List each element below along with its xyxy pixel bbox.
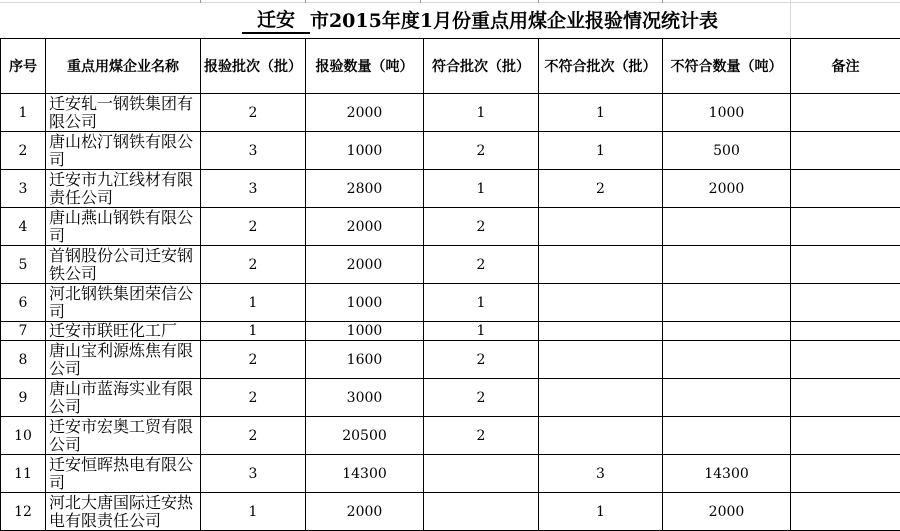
table-row bbox=[1, 322, 900, 341]
cell-fail-qty[interactable] bbox=[663, 341, 791, 379]
cell-inspect-batches[interactable]: 2 bbox=[201, 94, 306, 132]
cell-company-name[interactable]: 唐山市蓝海实业有限公司 bbox=[46, 379, 201, 417]
cell-pass-batches[interactable] bbox=[424, 455, 539, 493]
cell-fail-batches[interactable]: 3 bbox=[539, 455, 663, 493]
cell-inspect-batches[interactable]: 1 bbox=[201, 284, 306, 322]
cell-inspect-batches[interactable]: 1 bbox=[201, 322, 306, 341]
cell-fail-batches[interactable]: 2 bbox=[539, 170, 663, 208]
table-row bbox=[1, 341, 900, 379]
cell-pass-batches[interactable]: 2 bbox=[424, 132, 539, 170]
cell-remark[interactable] bbox=[791, 284, 900, 322]
cell-fail-qty[interactable]: 2000 bbox=[663, 493, 791, 531]
table-row bbox=[1, 284, 900, 322]
title-city-blank: 迁安 bbox=[242, 5, 310, 34]
cell-seq[interactable]: 6 bbox=[1, 284, 46, 322]
cell-seq[interactable]: 5 bbox=[1, 246, 46, 284]
cell-inspect-batches[interactable]: 3 bbox=[201, 170, 306, 208]
cell-pass-batches[interactable]: 2 bbox=[424, 208, 539, 246]
cell-seq[interactable]: 12 bbox=[1, 493, 46, 531]
cell-pass-batches[interactable]: 1 bbox=[424, 284, 539, 322]
cell-fail-batches[interactable] bbox=[539, 322, 663, 341]
cell-seq[interactable]: 1 bbox=[1, 94, 46, 132]
page-title bbox=[0, 0, 900, 38]
header-row bbox=[1, 39, 900, 94]
cell-fail-qty[interactable] bbox=[663, 322, 791, 341]
header-inspect-batches[interactable]: 报验批次（批） bbox=[201, 39, 306, 94]
cell-inspect-batches[interactable]: 2 bbox=[201, 379, 306, 417]
table-row bbox=[1, 170, 900, 208]
cell-company-name[interactable]: 迁安轧一钢铁集团有限公司 bbox=[46, 94, 201, 132]
cell-pass-batches[interactable] bbox=[424, 493, 539, 531]
cell-fail-qty[interactable] bbox=[663, 379, 791, 417]
cell-inspect-batches[interactable]: 1 bbox=[201, 493, 306, 531]
cell-inspect-qty[interactable]: 3000 bbox=[306, 379, 424, 417]
table-row bbox=[1, 246, 900, 284]
cell-remark[interactable] bbox=[791, 94, 900, 132]
cell-fail-batches[interactable]: 1 bbox=[539, 132, 663, 170]
cell-remark[interactable] bbox=[791, 341, 900, 379]
cell-company-name[interactable]: 唐山宝利源炼焦有限公司 bbox=[46, 341, 201, 379]
cell-inspect-batches[interactable]: 3 bbox=[201, 132, 306, 170]
cell-fail-batches[interactable]: 1 bbox=[539, 94, 663, 132]
cell-fail-qty[interactable] bbox=[663, 417, 791, 455]
header-remark[interactable]: 备注 bbox=[791, 39, 900, 94]
cell-fail-batches[interactable] bbox=[539, 246, 663, 284]
cell-remark[interactable] bbox=[791, 493, 900, 531]
cell-remark[interactable] bbox=[791, 322, 900, 341]
cell-fail-batches[interactable] bbox=[539, 341, 663, 379]
cell-fail-qty[interactable]: 14300 bbox=[663, 455, 791, 493]
cell-remark[interactable] bbox=[791, 417, 900, 455]
table-row bbox=[1, 379, 900, 417]
cell-fail-qty[interactable] bbox=[663, 208, 791, 246]
cell-pass-batches[interactable]: 2 bbox=[424, 379, 539, 417]
cell-fail-qty[interactable]: 1000 bbox=[663, 94, 791, 132]
header-inspect-qty[interactable]: 报验数量（吨） bbox=[306, 39, 424, 94]
cell-company-name[interactable]: 河北钢铁集团荣信公司 bbox=[46, 284, 201, 322]
cell-pass-batches[interactable]: 1 bbox=[424, 94, 539, 132]
cell-inspect-qty[interactable]: 2800 bbox=[306, 170, 424, 208]
cell-inspect-batches[interactable]: 2 bbox=[201, 341, 306, 379]
cell-inspect-qty[interactable]: 20500 bbox=[306, 417, 424, 455]
cell-remark[interactable] bbox=[791, 246, 900, 284]
table-row bbox=[1, 455, 900, 493]
cell-inspect-batches[interactable]: 2 bbox=[201, 246, 306, 284]
cell-remark[interactable] bbox=[791, 379, 900, 417]
cell-company-name[interactable]: 河北大唐国际迁安热电有限责任公司 bbox=[46, 493, 201, 531]
coal-enterprise-report-table bbox=[0, 38, 900, 531]
cell-remark[interactable] bbox=[791, 455, 900, 493]
cell-seq[interactable]: 2 bbox=[1, 132, 46, 170]
cell-fail-qty[interactable]: 500 bbox=[663, 132, 791, 170]
cell-inspect-qty[interactable]: 2000 bbox=[306, 94, 424, 132]
table-row bbox=[1, 94, 900, 132]
cell-company-name[interactable]: 唐山燕山钢铁有限公司 bbox=[46, 208, 201, 246]
header-seq[interactable]: 序号 bbox=[1, 39, 46, 94]
cell-pass-batches[interactable]: 2 bbox=[424, 246, 539, 284]
cell-seq[interactable]: 3 bbox=[1, 170, 46, 208]
cell-fail-batches[interactable] bbox=[539, 417, 663, 455]
cell-pass-batches[interactable]: 1 bbox=[424, 170, 539, 208]
cell-fail-batches[interactable] bbox=[539, 284, 663, 322]
cell-fail-batches[interactable] bbox=[539, 208, 663, 246]
cell-fail-batches[interactable] bbox=[539, 379, 663, 417]
cell-seq[interactable]: 4 bbox=[1, 208, 46, 246]
cell-company-name[interactable]: 迁安恒晖热电有限公司 bbox=[46, 455, 201, 493]
cell-inspect-qty[interactable]: 2000 bbox=[306, 493, 424, 531]
cell-seq[interactable]: 9 bbox=[1, 379, 46, 417]
cell-remark[interactable] bbox=[791, 132, 900, 170]
cell-inspect-batches[interactable]: 2 bbox=[201, 417, 306, 455]
header-fail-qty[interactable]: 不符合数量（吨） bbox=[663, 39, 791, 94]
cell-inspect-batches[interactable]: 2 bbox=[201, 208, 306, 246]
cell-pass-batches[interactable]: 1 bbox=[424, 322, 539, 341]
table-row bbox=[1, 417, 900, 455]
cell-fail-qty[interactable] bbox=[663, 284, 791, 322]
cell-inspect-qty[interactable]: 1000 bbox=[306, 132, 424, 170]
cell-remark[interactable] bbox=[791, 208, 900, 246]
cell-fail-batches[interactable]: 1 bbox=[539, 493, 663, 531]
cell-inspect-qty[interactable]: 1600 bbox=[306, 341, 424, 379]
cell-inspect-qty[interactable]: 14300 bbox=[306, 455, 424, 493]
cell-company-name[interactable]: 唐山松汀钢铁有限公司 bbox=[46, 132, 201, 170]
cell-pass-batches[interactable]: 2 bbox=[424, 417, 539, 455]
cell-inspect-batches[interactable]: 3 bbox=[201, 455, 306, 493]
table-row bbox=[1, 132, 900, 170]
cell-fail-qty[interactable]: 2000 bbox=[663, 170, 791, 208]
header-company-name[interactable]: 重点用煤企业名称 bbox=[46, 39, 201, 94]
cell-seq[interactable]: 7 bbox=[1, 322, 46, 341]
cell-company-name[interactable]: 迁安市联旺化工厂 bbox=[46, 322, 201, 341]
cell-inspect-qty[interactable]: 2000 bbox=[306, 246, 424, 284]
table-row bbox=[1, 493, 900, 531]
cell-seq[interactable]: 11 bbox=[1, 455, 46, 493]
cell-inspect-qty[interactable]: 1000 bbox=[306, 284, 424, 322]
cell-pass-batches[interactable]: 2 bbox=[424, 341, 539, 379]
table-row bbox=[1, 208, 900, 246]
title-text: 市2015年度1月份重点用煤企业报验情况统计表 bbox=[309, 9, 719, 32]
header-pass-batches[interactable]: 符合批次（批） bbox=[424, 39, 539, 94]
cell-company-name[interactable]: 迁安市九江线材有限责任公司 bbox=[46, 170, 201, 208]
cell-company-name[interactable]: 迁安市宏奥工贸有限公司 bbox=[46, 417, 201, 455]
cell-company-name[interactable]: 首钢股份公司迁安钢铁公司 bbox=[46, 246, 201, 284]
cell-remark[interactable] bbox=[791, 170, 900, 208]
cell-fail-qty[interactable] bbox=[663, 246, 791, 284]
cell-seq[interactable]: 10 bbox=[1, 417, 46, 455]
cell-seq[interactable]: 8 bbox=[1, 341, 46, 379]
cell-inspect-qty[interactable]: 1000 bbox=[306, 322, 424, 341]
header-fail-batches[interactable]: 不符合批次（批） bbox=[539, 39, 663, 94]
cell-inspect-qty[interactable]: 2000 bbox=[306, 208, 424, 246]
